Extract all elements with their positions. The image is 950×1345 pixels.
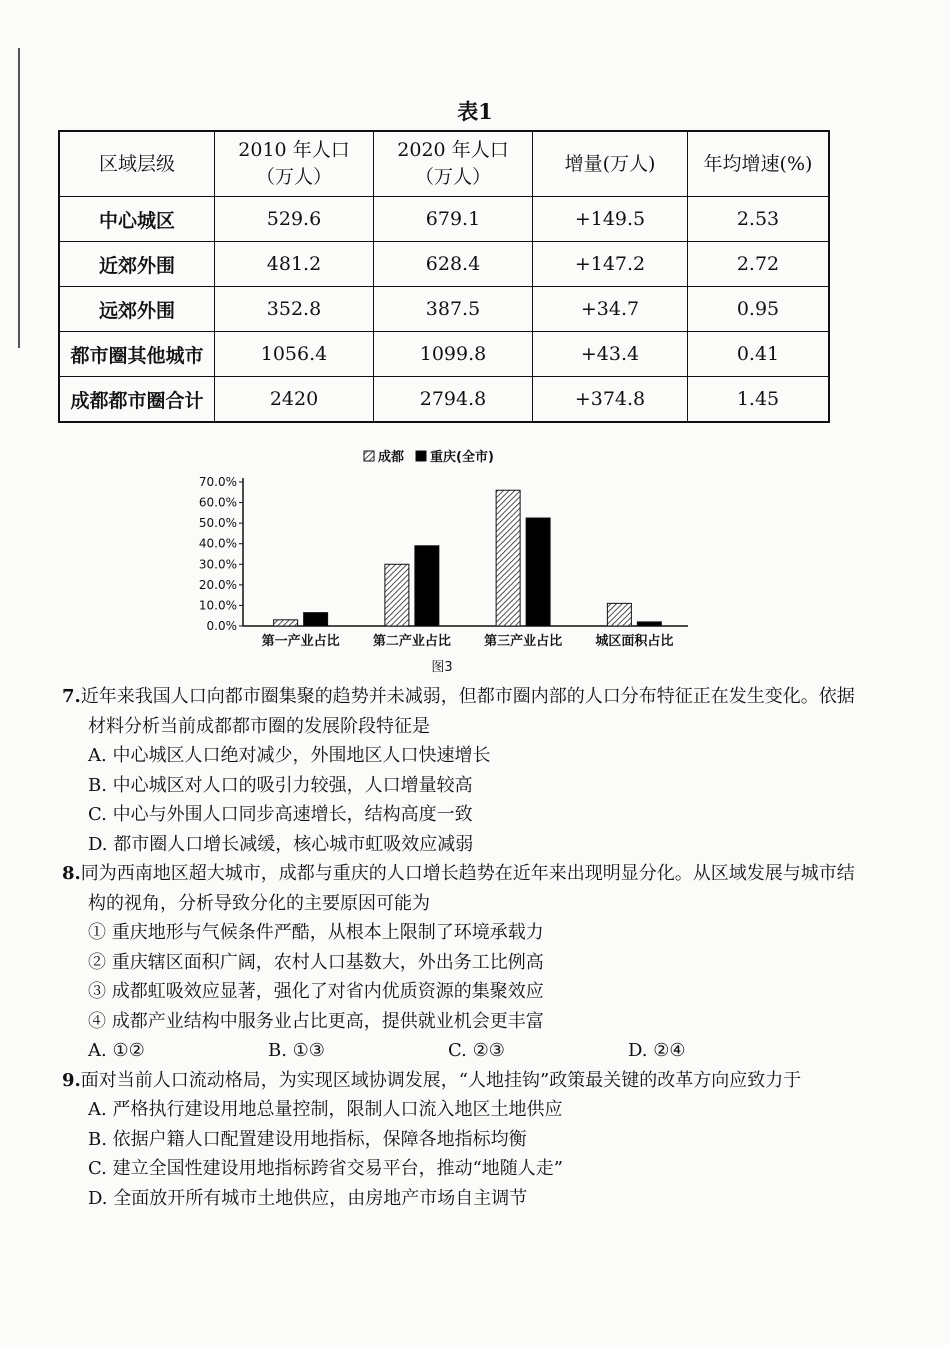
option-d[interactable]: D. 全面放开所有城市土地供应，由房地产市场自主调节 [88,1187,528,1209]
choices-row [62,1036,862,1066]
page-margin-line [18,48,20,348]
statement-3: ③ 成都虹吸效应显著，强化了对省内优质资源的集聚效应 [88,981,544,1002]
bar-chengdu [496,490,520,626]
x-tick-label: 第一产业占比 [261,634,340,649]
table-cell: +34.7 [533,287,688,332]
bar-chongqing [526,518,550,626]
option-a[interactable]: A. 中心城区人口绝对减少，外围地区人口快速增长 [88,745,491,766]
table-row [59,332,829,377]
table-cell: 0.41 [688,332,830,377]
table-cell: 远郊外围 [59,287,215,332]
choice-c[interactable]: C. ②③ [448,1040,505,1061]
questions-section [62,682,862,1213]
table-cell: +147.2 [533,242,688,287]
statement-1: ① 重庆地形与气候条件严酷，从根本上限制了环境承载力 [88,922,544,943]
y-tick-label: 30.0% [198,557,237,572]
bar-chongqing [637,622,661,626]
option-d[interactable]: D. 都市圈人口增长减缓，核心城市虹吸效应减弱 [88,833,474,855]
legend-swatch-chengdu [364,451,374,461]
population-table [58,130,830,423]
question-7 [62,682,862,859]
table-row [59,287,829,332]
y-tick-label: 0.0% [206,619,237,633]
table-row [59,197,829,242]
table-cell: 2.53 [688,197,830,242]
figure-caption: 图3 [431,660,453,675]
table-cell: +43.4 [533,332,688,377]
table-row [59,242,829,287]
x-tick-label: 第二产业占比 [372,634,451,649]
industry-chart [180,440,700,680]
question-8 [62,859,862,1066]
table-title: 表1 [457,99,493,124]
table-cell: 1099.8 [374,332,533,377]
table-cell: 中心城区 [59,197,215,242]
bar-chengdu [274,620,298,626]
question-stem [62,1066,862,1096]
y-tick-label: 60.0% [198,495,237,510]
question-stem [62,682,862,741]
table-row [59,377,829,423]
table-cell: 0.95 [688,287,830,332]
table-cell: 2.72 [688,242,830,287]
x-tick-label: 城区面积占比 [595,634,674,649]
table-cell: 都市圈其他城市 [59,332,215,377]
chart-svg [180,440,700,680]
question-number: 9. [62,1069,81,1091]
question-text: 同为西南地区超大城市，成都与重庆的人口增长趋势在近年来出现明显分化。从区域发展与城市结构的视角，分析导致分化的主要原因可能为 [80,863,855,914]
table-cell: 1056.4 [215,332,374,377]
legend-label-chengdu: 成都 [378,450,405,465]
header-growth-rate: 年均增速(%) [688,131,830,197]
question-stem [62,859,862,918]
table-cell: +374.8 [533,377,688,423]
option-b[interactable]: B. 依据户籍人口配置建设用地指标，保障各地指标均衡 [88,1128,527,1150]
y-tick-label: 50.0% [198,516,237,531]
y-tick-label: 20.0% [198,577,237,592]
statement-4: ④ 成都产业结构中服务业占比更高，提供就业机会更丰富 [88,1010,544,1032]
table-cell: 387.5 [374,287,533,332]
bar-chongqing [304,613,328,626]
bar-chongqing [415,546,439,626]
y-tick-label: 40.0% [198,536,237,551]
bar-chengdu [607,603,631,626]
choice-d[interactable]: D. ②④ [628,1040,686,1061]
question-text: 近年来我国人口向都市圈集聚的趋势并未减弱，但都市圈内部的人口分布特征正在发生变化。依据材料分析当前成都都市圈的发展阶段特征是 [80,686,855,737]
option-b[interactable]: B. 中心城区对人口的吸引力较强，人口增量较高 [88,774,473,796]
table-header-row [59,131,829,197]
table-cell: 529.6 [215,197,374,242]
table-cell: 481.2 [215,242,374,287]
question-text: 面对当前人口流动格局，为实现区域协调发展，“人地挂钩”政策最关键的改革方向应致力于 [80,1069,802,1091]
choice-b[interactable]: B. ①③ [268,1040,325,1061]
table-cell: 2794.8 [374,377,533,423]
question-number: 7. [62,686,81,707]
option-a[interactable]: A. 严格执行建设用地总量控制，限制人口流入地区土地供应 [88,1099,563,1120]
question-9 [62,1066,862,1214]
table-cell: 679.1 [374,197,533,242]
option-c[interactable]: C. 中心与外围人口同步高速增长，结构高度一致 [88,804,473,825]
y-tick-label: 70.0% [198,475,237,489]
y-tick-label: 10.0% [198,598,237,613]
table-cell: 近郊外围 [59,242,215,287]
legend-label-chongqing: 重庆(全市) [430,450,494,465]
option-c[interactable]: C. 建立全国性建设用地指标跨省交易平台，推动“地随人走” [88,1158,563,1179]
table-cell: 628.4 [374,242,533,287]
table-cell: +149.5 [533,197,688,242]
legend-swatch-chongqing [416,451,426,461]
choice-a[interactable]: A. ①② [88,1040,145,1061]
table-cell: 2420 [215,377,374,423]
table-cell: 1.45 [688,377,830,423]
header-increase: 增量(万人) [533,131,688,197]
bar-chengdu [385,564,409,626]
header-pop-2010: 2010 年人口 （万人） [215,131,374,197]
question-number: 8. [62,863,81,884]
header-region: 区域层级 [59,131,215,197]
statement-2: ② 重庆辖区面积广阔，农村人口基数大，外出务工比例高 [88,951,544,973]
table-cell: 成都都市圈合计 [59,377,215,423]
header-pop-2020: 2020 年人口 （万人） [374,131,533,197]
x-tick-label: 第三产业占比 [484,634,563,649]
table-cell: 352.8 [215,287,374,332]
